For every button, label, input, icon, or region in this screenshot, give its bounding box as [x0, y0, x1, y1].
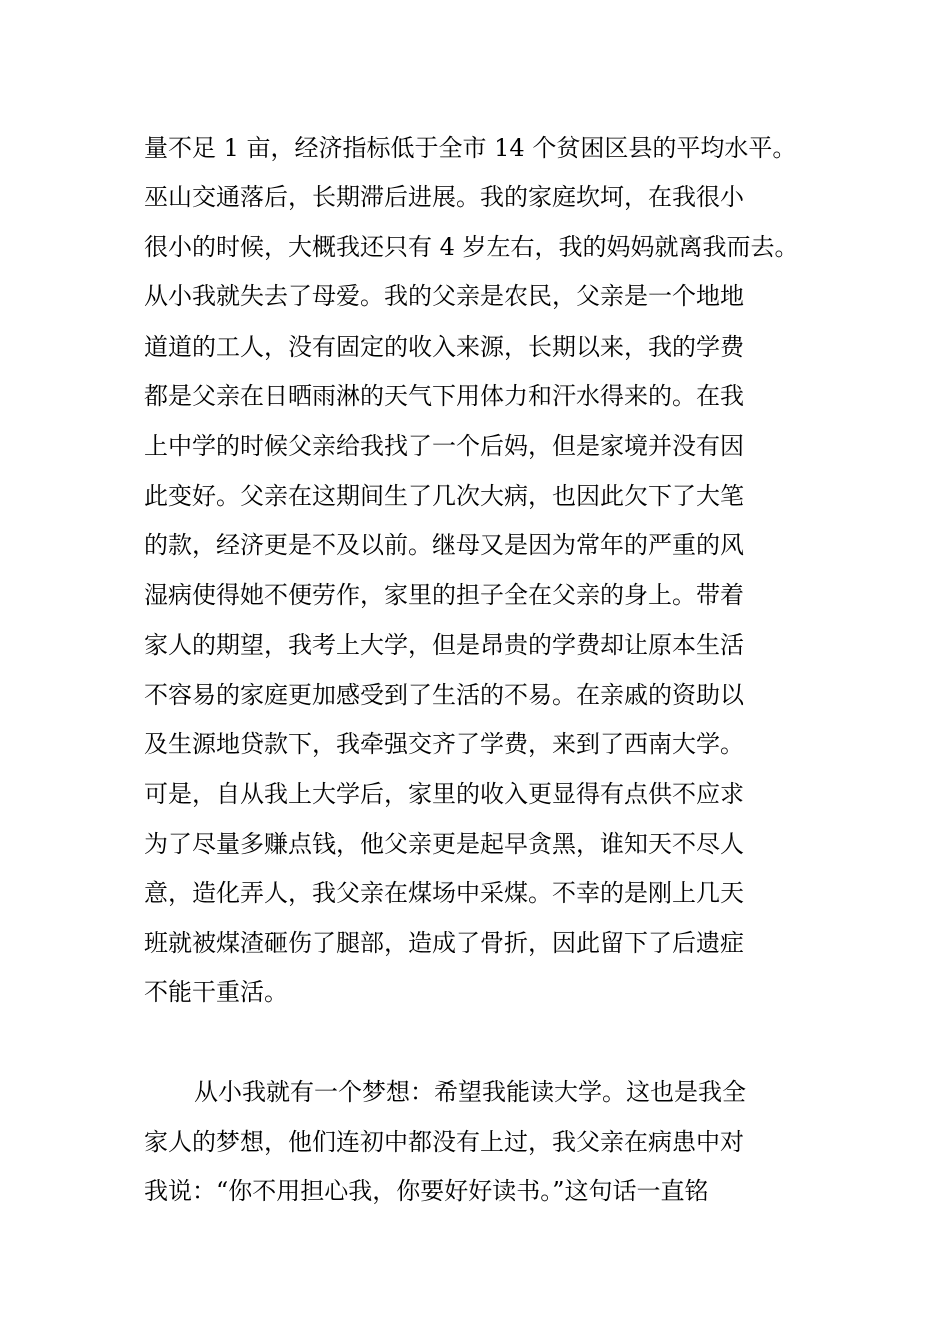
- text-line: 不能干重活。: [144, 978, 288, 1006]
- text-line: 的款，经济更是不及以前。继母又是因为常年的严重的风: [144, 531, 744, 559]
- text-line: 不容易的家庭更加感受到了生活的不易。在亲戚的资助以: [144, 681, 744, 709]
- text-line: 都是父亲在日晒雨淋的天气下用体力和汗水得来的。在我: [144, 382, 744, 410]
- text-line: 家人的期望，我考上大学，但是昂贵的学费却让原本生活: [144, 631, 744, 659]
- text-line: 道道的工人，没有固定的收入来源，长期以来，我的学费: [144, 333, 744, 361]
- text-line: 很小的时候，大概我还只有 4 岁左右，我的妈妈就离我而去。: [144, 233, 799, 261]
- text-line: 从小我就失去了母爱。我的父亲是农民，父亲是一个地地: [144, 282, 744, 310]
- text-line: 家人的梦想，他们连初中都没有上过，我父亲在病患中对: [144, 1128, 744, 1156]
- text-line: 量不足 1 亩，经济指标低于全市 14 个贫困区县的平均水平。: [144, 134, 797, 162]
- text-line: 巫山交通落后，长期滞后进展。我的家庭坎坷，在我很小: [144, 183, 744, 211]
- text-line: 意，造化弄人，我父亲在煤场中采煤。不幸的是刚上几天: [144, 879, 744, 907]
- text-line: 湿病使得她不便劳作，家里的担子全在父亲的身上。带着: [144, 581, 744, 609]
- text-line: 为了尽量多赚点钱，他父亲更是起早贪黑，谁知天不尽人: [144, 830, 744, 858]
- text-line: 此变好。父亲在这期间生了几次大病，也因此欠下了大笔: [144, 482, 744, 510]
- text-line: 上中学的时候父亲给我找了一个后妈，但是家境并没有因: [144, 432, 744, 460]
- text-line: 可是，自从我上大学后，家里的收入更显得有点供不应求: [144, 780, 744, 808]
- text-line: 及生源地贷款下，我牵强交齐了学费，来到了西南大学。: [144, 730, 744, 758]
- text-line: 我说：“你不用担心我，你要好好读书。”这句话一直铭: [144, 1177, 709, 1205]
- text-line: 班就被煤渣砸伤了腿部，造成了骨折，因此留下了后遗症: [144, 929, 744, 957]
- text-line: 从小我就有一个梦想：希望我能读大学。这也是我全: [194, 1078, 746, 1106]
